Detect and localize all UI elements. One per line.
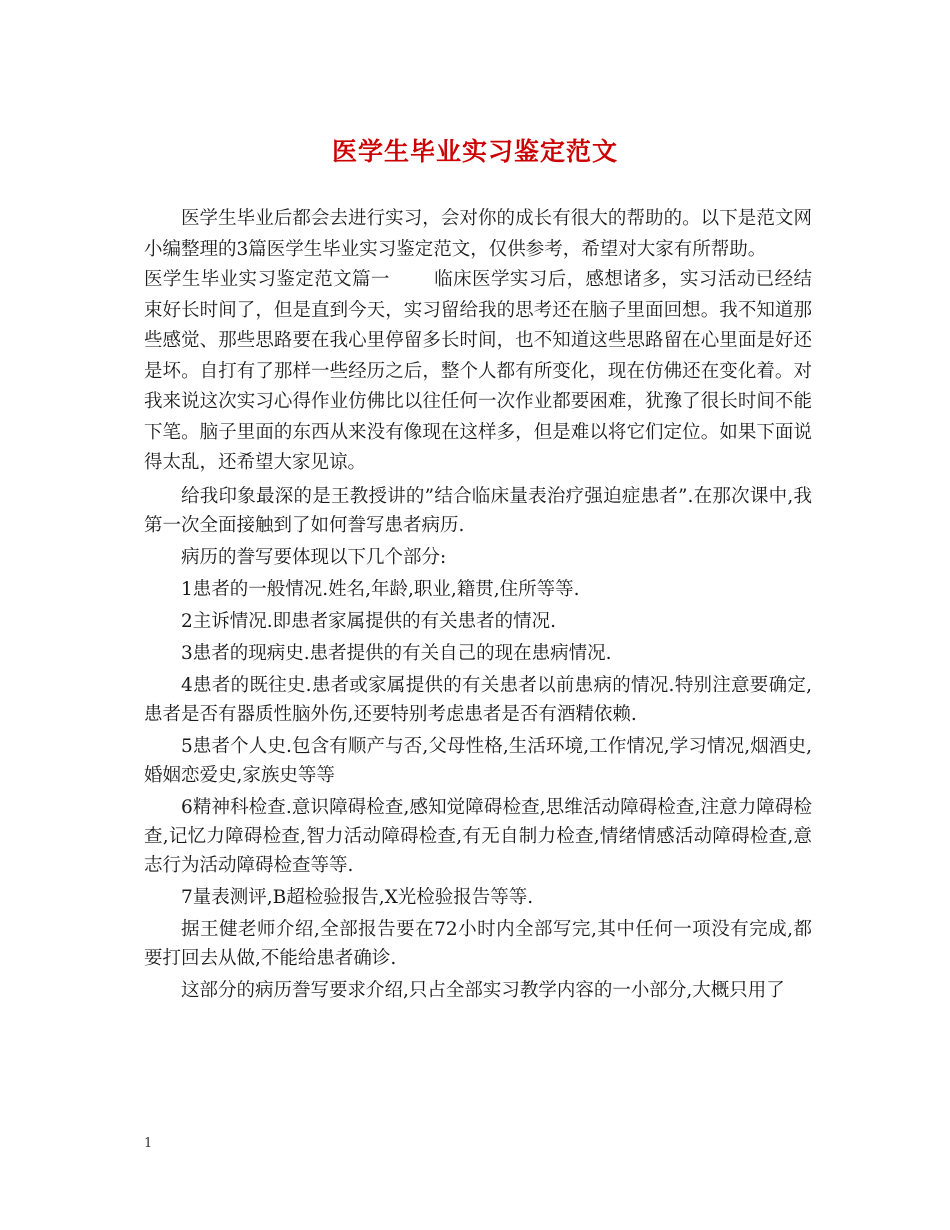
page-number: 1 — [144, 1136, 153, 1151]
list-item-present-history: 3患者的现病史.患者提供的有关自己的现在患病情况. — [181, 642, 612, 664]
parts-intro-paragraph: 病历的誊写要体现以下几个部分: — [181, 546, 447, 568]
document-body — [144, 204, 812, 1005]
first-article-paragraph — [144, 265, 812, 479]
list-item-general-info: 1患者的一般情况.姓名,年龄,职业,籍贯,住所等等. — [181, 578, 580, 600]
impression-paragraph: 给我印象最深的是王教授讲的”结合临床量表治疗强迫症患者”.在那次课中,我第一次全面接触到了如何誊写患者病历. — [144, 485, 812, 536]
list-item-scale-assessment: 7量表测评,B超检验报告,X光检验报告等等. — [181, 886, 534, 908]
list-item-past-history: 4患者的既往史.患者或家属提供的有关患者以前患病的情况.特别注意要确定,患者是否有器质性脑外伤,还要特别考虑患者是否有酒精依赖. — [144, 674, 812, 725]
list-item-chief-complaint: 2主诉情况.即患者家属提供的有关患者的情况. — [181, 610, 557, 632]
list-item-psychiatric-exam: 6精神科检查.意识障碍检查,感知觉障碍检查,思维活动障碍检查,注意力障碍检查,记忆力障碍检查,智力活动障碍检查,有无自制力检查,情绪情感活动障碍检查,意志行为活动障碍检查等等. — [144, 796, 812, 876]
report-deadline-paragraph: 据王健老师介绍,全部报告要在72小时内全部写完,其中任何一项没有完成,都要打回去从做,不能给患者确诊. — [144, 918, 812, 969]
list-item-personal-history: 5患者个人史.包含有顺产与否,父母性格,生活环境,工作情况,学习情况,烟酒史,婚姻恋爱史,家族史等等 — [144, 735, 812, 786]
article-body-text: 临床医学实习后，感想诸多，实习活动已经结束好长时间了，但是直到今天，实习留给我的思考还在脑子里面回想。我不知道那些感觉、那些思路要在我心里停留多长时间，也不知道这些思路留在心里面是好还是坏。自打有了那样一些经历之后，整个人都有所变化，现在仿佛还在变化着。对我来说这次实习心得作业仿佛比以往任何一次作业都要困难，犹豫了很长时间不能下笔。脑子里面的东西从来没有像现在这样多，但是难以将它们定位。如果下面说得太乱，还希望大家见谅。 — [144, 269, 812, 473]
closing-paragraph: 这部分的病历誊写要求介绍,只占全部实习教学内容的一小部分,大概只用了 — [181, 979, 785, 1001]
document-title: 医学生毕业实习鉴定范文 — [331, 137, 618, 166]
article-heading: 医学生毕业实习鉴定范文篇一 — [144, 269, 390, 290]
intro-paragraph: 医学生毕业后都会去进行实习，会对你的成长有很大的帮助的。以下是范文网小编整理的3篇医学生毕业实习鉴定范文，仅供参考，希望对大家有所帮助。 — [144, 208, 812, 260]
